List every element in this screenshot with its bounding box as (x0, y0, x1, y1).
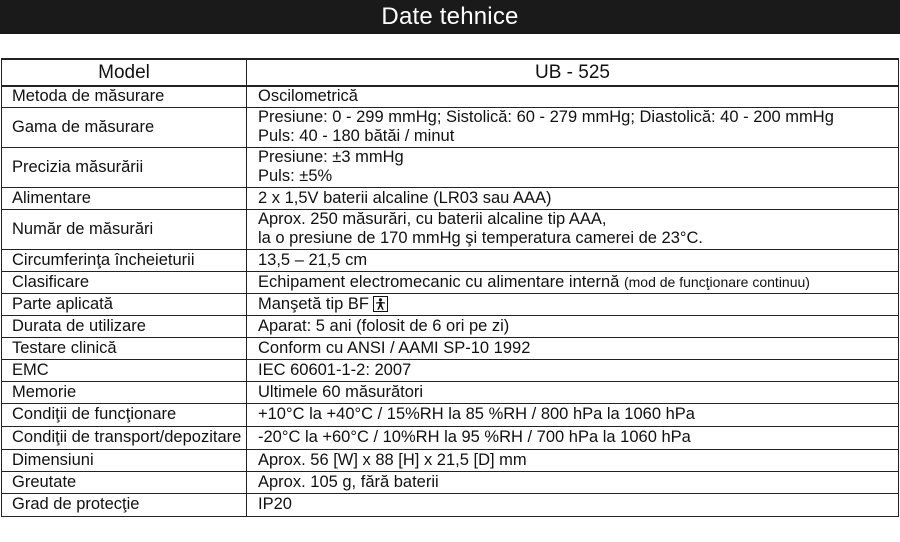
spec-value (247, 315, 899, 337)
spec-value (247, 249, 899, 271)
spec-value-line: Aprox. 56 [W] x 88 [H] x 21,5 [D] mm (258, 450, 527, 469)
table-row (2, 426, 899, 449)
spec-value (247, 147, 899, 187)
spec-value-line: +10°C la +40°C / 15%RH la 85 %RH / 800 hPa la 1060 hPa (258, 405, 695, 423)
table-row (2, 359, 899, 381)
spec-value (247, 493, 899, 516)
spec-value (247, 107, 899, 147)
spec-value (247, 426, 899, 449)
spec-label: Condiţii de transport/depozitare (2, 426, 247, 449)
spec-label: Dimensiuni (2, 449, 247, 471)
table-row (2, 381, 899, 403)
header-label: Model (2, 59, 247, 86)
spec-label: Durata de utilizare (2, 315, 247, 337)
table-row (2, 293, 899, 315)
table-row (2, 209, 899, 249)
spec-value-line: Echipament electromecanic cu alimentare internă (mod de funcţionare continuu) (258, 272, 810, 291)
spec-value-line: Presiune: 0 - 299 mmHg; Sistolică: 60 - 279 mmHg; Diastolică: 40 - 200 mmHg (258, 108, 834, 126)
spec-value-note: (mod de funcţionare continuu) (623, 273, 810, 290)
spec-value-line: Manşetă tip BF (258, 295, 898, 314)
table-row (2, 337, 899, 359)
spec-label: Grad de protecţie (2, 493, 247, 516)
spec-value-line: Conform cu ANSI / AAMI SP-10 1992 (258, 338, 531, 357)
spec-value-line: Aprox. 105 g, fără baterii (258, 472, 439, 491)
spec-label: Clasificare (2, 271, 247, 293)
spec-value (247, 359, 899, 381)
spec-value-line: 13,5 – 21,5 cm (258, 250, 368, 269)
spec-label: Alimentare (2, 187, 247, 209)
spec-value (247, 86, 899, 107)
spec-label: Parte aplicată (2, 293, 247, 315)
spec-value (247, 271, 899, 293)
table-row (2, 403, 899, 426)
spec-value (247, 471, 899, 493)
spec-label: Precizia măsurării (2, 147, 247, 187)
spec-label: Greutate (2, 471, 247, 493)
spec-label: Număr de măsurări (2, 209, 247, 249)
spec-value-line: IEC 60601-1-2: 2007 (258, 360, 412, 379)
spec-value (247, 403, 899, 426)
spec-value (247, 209, 899, 249)
table-row (2, 449, 899, 471)
table-row (2, 271, 899, 293)
spec-label: EMC (2, 359, 247, 381)
spec-label: Gama de măsurare (2, 107, 247, 147)
spec-value (247, 187, 899, 209)
spec-value (247, 449, 899, 471)
table-row (2, 471, 899, 493)
title-banner (0, 0, 900, 34)
table-row (2, 249, 899, 271)
spec-value (247, 381, 899, 403)
spec-value-line: 2 x 1,5V baterii alcaline (LR03 sau AAA) (258, 188, 552, 207)
spec-value-line: Aprox. 250 măsurări, cu baterii alcaline tip AAA, (258, 210, 607, 228)
spec-label: Metoda de măsurare (2, 86, 247, 107)
spec-label: Condiţii de funcţionare (2, 403, 247, 426)
spec-label: Testare clinică (2, 337, 247, 359)
table-row (2, 107, 899, 147)
spec-value-line: Ultimele 60 măsurători (258, 382, 424, 401)
bf-applied-part-icon (373, 296, 388, 312)
spec-value-line: -20°C la +60°C / 10%RH la 95 %RH / 700 hPa la 1060 hPa (258, 428, 691, 446)
spec-value-line: Presiune: ±3 mmHg (258, 148, 404, 166)
spec-label: Circumferinţa încheieturii (2, 249, 247, 271)
table-header-row (2, 59, 899, 86)
spec-value-line: Puls: 40 - 180 bătăi / minut (258, 127, 455, 145)
spec-value (247, 293, 899, 315)
spec-value-line: Puls: ±5% (258, 167, 333, 185)
table-row (2, 86, 899, 107)
spec-label: Memorie (2, 381, 247, 403)
header-value: UB - 525 (247, 59, 899, 86)
spec-value-line: IP20 (258, 495, 292, 513)
page-title: Date tehnice (381, 3, 519, 30)
spec-table (1, 58, 899, 517)
table-row (2, 493, 899, 516)
spec-value-line: la o presiune de 170 mmHg şi temperatura camerei de 23°C. (258, 229, 703, 247)
table-row (2, 187, 899, 209)
table-row (2, 147, 899, 187)
table-row (2, 315, 899, 337)
spec-value-line: Oscilometrică (258, 87, 358, 106)
spec-value (247, 337, 899, 359)
spec-value-line: Aparat: 5 ani (folosit de 6 ori pe zi) (258, 316, 510, 335)
